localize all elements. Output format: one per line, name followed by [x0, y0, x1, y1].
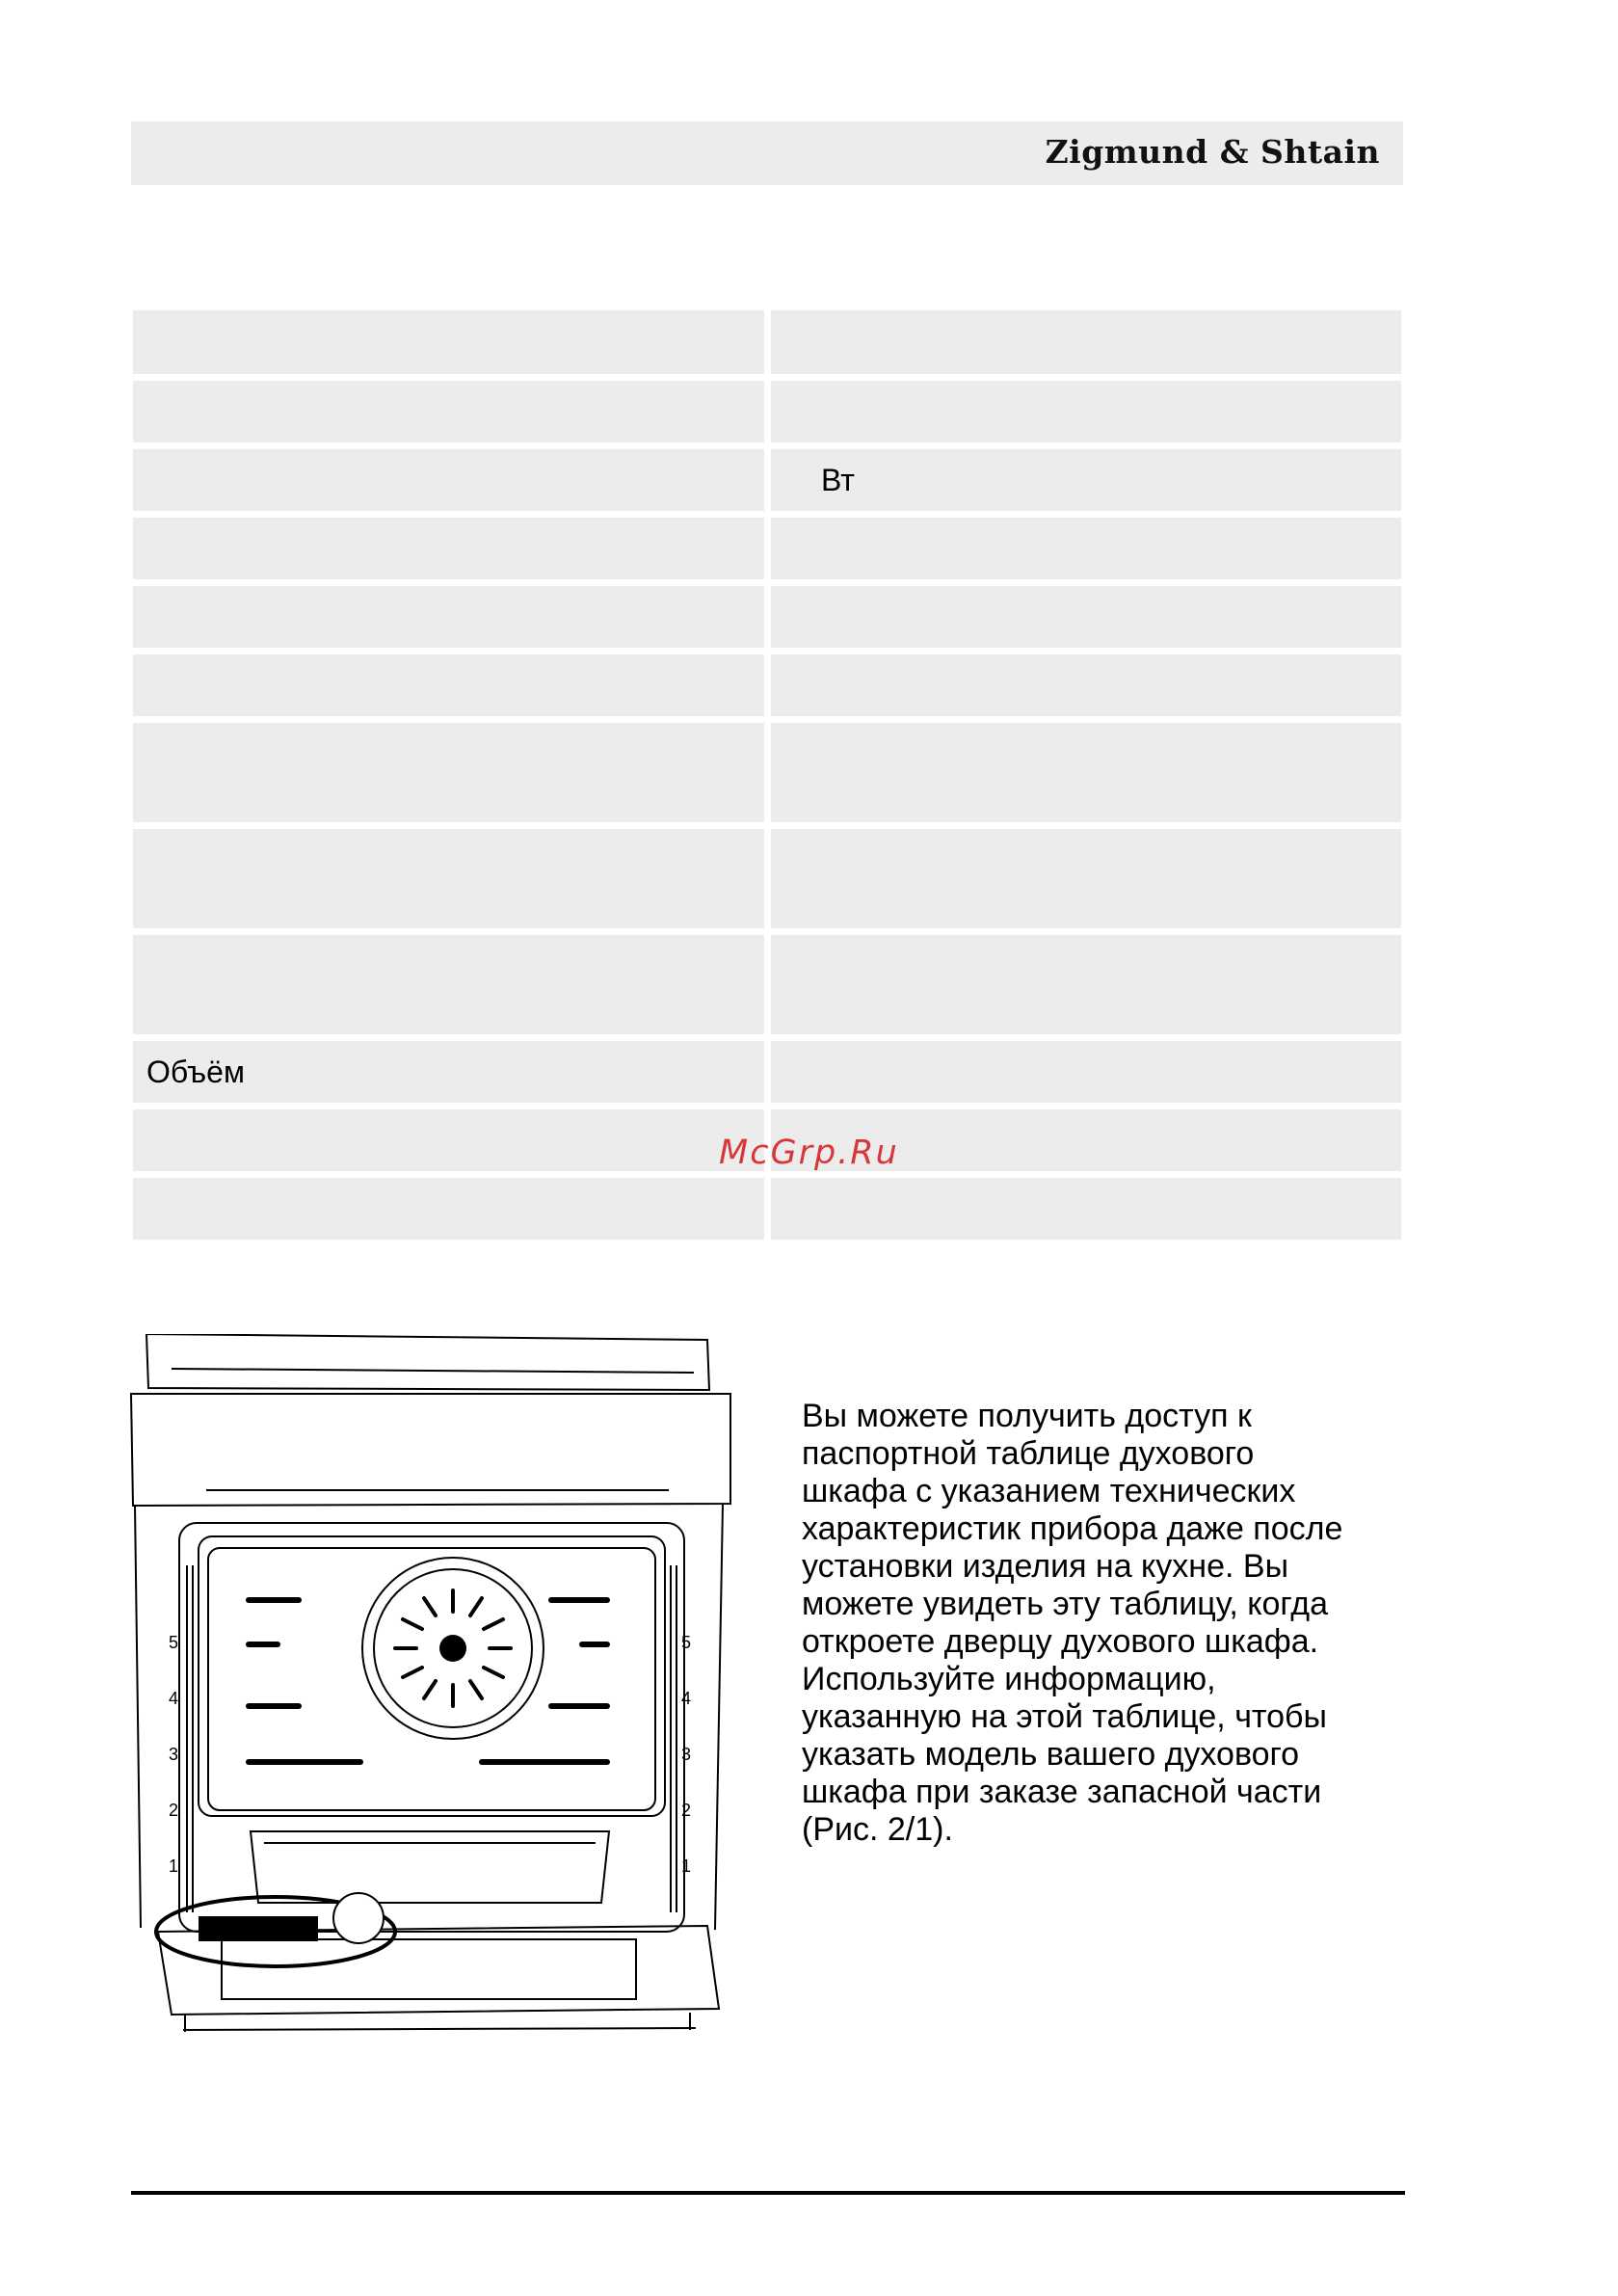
shelf-number-right: 2 [680, 1801, 692, 1820]
table-row [133, 654, 1401, 716]
spec-value [771, 723, 1401, 822]
spec-value: Вт [771, 449, 1401, 511]
bottom-divider [131, 2191, 1405, 2195]
shelf-number-right: 1 [680, 1856, 692, 1876]
spec-value [771, 518, 1401, 579]
spec-label [133, 449, 764, 511]
spec-value [771, 935, 1401, 1034]
spec-value [771, 381, 1401, 442]
spec-value [771, 586, 1401, 648]
shelf-number-left: 5 [168, 1633, 179, 1652]
spec-value [771, 1041, 1401, 1103]
table-row [133, 1178, 1401, 1240]
description-line: характеристик прибора даже после [802, 1510, 1343, 1547]
table-row [133, 1041, 1401, 1103]
table-row [133, 381, 1401, 442]
spec-label [133, 1178, 764, 1240]
shelf-number-right: 3 [680, 1745, 692, 1764]
spec-label: Объём [133, 1041, 764, 1103]
description-line: (Рис. 2/1). [802, 1811, 953, 1848]
description-line: указанную на этой таблице, чтобы [802, 1698, 1327, 1735]
spec-value [771, 1178, 1401, 1240]
spec-value [771, 829, 1401, 928]
description-line: шкафа с указанием технических [802, 1473, 1296, 1509]
spec-label [133, 723, 764, 822]
description-line: откроете дверцу духового шкафа. [802, 1623, 1319, 1660]
description-text [802, 1398, 1399, 1849]
shelf-number-right: 5 [680, 1633, 692, 1652]
table-row [133, 829, 1401, 928]
spec-label [133, 935, 764, 1034]
table-row [133, 935, 1401, 1034]
description-line: указать модель вашего духового [802, 1736, 1300, 1773]
watermark: McGrp.Ru [719, 1134, 899, 1172]
description-line: можете увидеть эту таблицу, когда [802, 1586, 1329, 1622]
description-line: паспортной таблице духового [802, 1435, 1255, 1472]
spec-label [133, 654, 764, 716]
shelf-number-left: 3 [168, 1745, 179, 1764]
table-row [133, 449, 1401, 511]
description-line: Вы можете получить доступ к [802, 1398, 1252, 1434]
spec-label [133, 381, 764, 442]
spec-label [133, 829, 764, 928]
table-row [133, 723, 1401, 822]
description-line: шкафа при заказе запасной части [802, 1774, 1322, 1810]
spec-label [133, 518, 764, 579]
shelf-number-left: 4 [168, 1689, 179, 1708]
shelf-number-left: 2 [168, 1801, 179, 1820]
spec-value [771, 310, 1401, 374]
spec-table [133, 310, 1401, 1246]
spec-value [771, 654, 1401, 716]
table-row [133, 310, 1401, 374]
oven-figure [129, 1334, 746, 2076]
spec-label [133, 1109, 764, 1171]
spec-label [133, 586, 764, 648]
shelf-number-left: 1 [168, 1856, 179, 1876]
brand-logo: Zigmund & Shtain [1045, 133, 1380, 171]
description-line: установки изделия на кухне. Вы [802, 1548, 1289, 1585]
table-row [133, 586, 1401, 648]
table-row [133, 518, 1401, 579]
description-line: Используйте информацию, [802, 1661, 1216, 1697]
spec-label [133, 310, 764, 374]
header-bar [131, 121, 1403, 185]
shelf-number-right: 4 [680, 1689, 692, 1708]
